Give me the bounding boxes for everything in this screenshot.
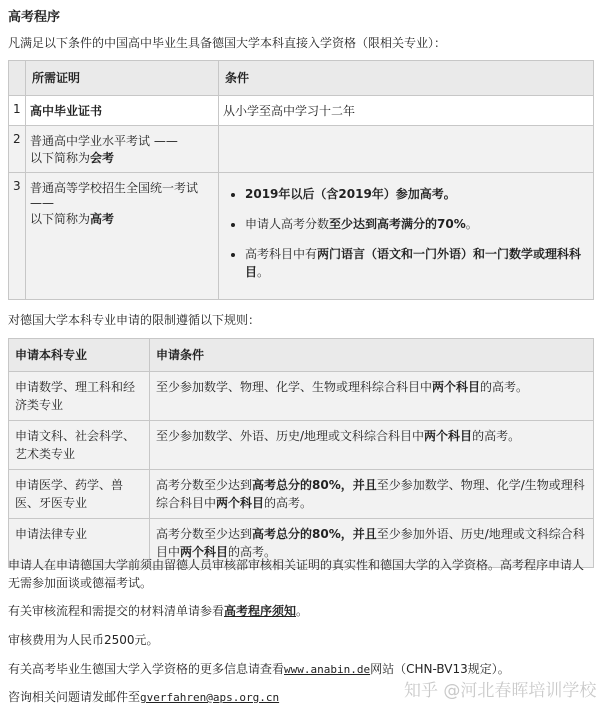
major-condition: 至少参加数学、外语、历史/地理或文科综合科目中两个科目的高考。 xyxy=(150,421,594,470)
major-condition: 高考分数至少达到高考总分的80%，并且至少参加数学、物理、化学/生物或理科综合科目中两个科目的高考。 xyxy=(150,470,594,519)
process-paragraph: 有关审核流程和需提交的材料清单请参看高考程序须知。 xyxy=(8,604,309,618)
condition-text: 从小学至高中学习十二年 xyxy=(219,96,594,126)
guide-link[interactable]: 高考程序须知 xyxy=(224,604,297,618)
watermark: 知乎 @河北春晖培训学校 xyxy=(404,681,597,701)
row-number: 1 xyxy=(9,96,26,126)
table-row xyxy=(9,470,594,519)
condition-list xyxy=(219,173,594,300)
header-major: 申请本科专业 xyxy=(9,339,150,372)
email-link[interactable]: gverfahren@aps.org.cn xyxy=(140,691,280,704)
rules-intro: 对德国大学本科专业申请的限制遵循以下规则： xyxy=(8,313,261,327)
table-header-row xyxy=(9,61,594,96)
major-name: 申请医学、药学、兽医、牙医专业 xyxy=(9,470,150,519)
table-row xyxy=(9,126,594,173)
table-row xyxy=(9,173,594,300)
major-condition: 高考分数至少达到高考总分的80%，并且至少参加外语、历史/地理或文科综合科目中两个科目的高考。 xyxy=(150,519,594,568)
document-name: 高中毕业证书 xyxy=(26,96,219,126)
row-number: 2 xyxy=(9,126,26,173)
major-rules-table xyxy=(8,338,594,568)
header-num xyxy=(9,61,26,96)
list-item: • 2019年以后（含2019年）参加高考。 xyxy=(245,185,589,203)
review-paragraph: 申请人在申请德国大学前须由留德人员审核部审核相关证明的真实性和德国大学的入学资格。高考程序申请人无需参加面谈或德福考试。 xyxy=(8,558,585,590)
condition-text xyxy=(219,126,594,173)
contact-paragraph: 咨询相关问题请发邮件至gverfahren@aps.org.cn xyxy=(8,690,280,704)
anabin-link[interactable]: www.anabin.de xyxy=(284,663,371,676)
list-item: • 高考科目中有两门语言（语文和一门外语）和一门数学或理科科目。 xyxy=(245,245,589,281)
page-title: 高考程序 xyxy=(8,10,61,25)
major-name: 申请法律专业 xyxy=(9,519,150,568)
requirements-table xyxy=(8,60,594,300)
document-name: 普通高中学业水平考试 —— 以下简称为会考 xyxy=(26,126,219,173)
table-row xyxy=(9,421,594,470)
list-item: • 申请人高考分数至少达到高考满分的70%。 xyxy=(245,215,589,233)
header-document: 所需证明 xyxy=(26,61,219,96)
document-name: 普通高等学校招生全国统一考试 —— 以下简称为高考 xyxy=(26,173,219,300)
header-condition: 条件 xyxy=(219,61,594,96)
major-condition: 至少参加数学、物理、化学、生物或理科综合科目中两个科目的高考。 xyxy=(150,372,594,421)
table-row xyxy=(9,96,594,126)
table-header-row xyxy=(9,339,594,372)
row-number: 3 xyxy=(9,173,26,300)
table-row xyxy=(9,372,594,421)
major-name: 申请文科、社会科学、艺术类专业 xyxy=(9,421,150,470)
header-conditions: 申请条件 xyxy=(150,339,594,372)
info-paragraph: 有关高考毕业生德国大学入学资格的更多信息请查看www.anabin.de网站（CHN-BV13规定）。 xyxy=(8,662,510,676)
intro-text: 凡满足以下条件的中国高中毕业生具备德国大学本科直接入学资格（限相关专业）： xyxy=(8,36,447,50)
fee-paragraph: 审核费用为人民币2500元。 xyxy=(8,633,159,647)
major-name: 申请数学、理工科和经济类专业 xyxy=(9,372,150,421)
